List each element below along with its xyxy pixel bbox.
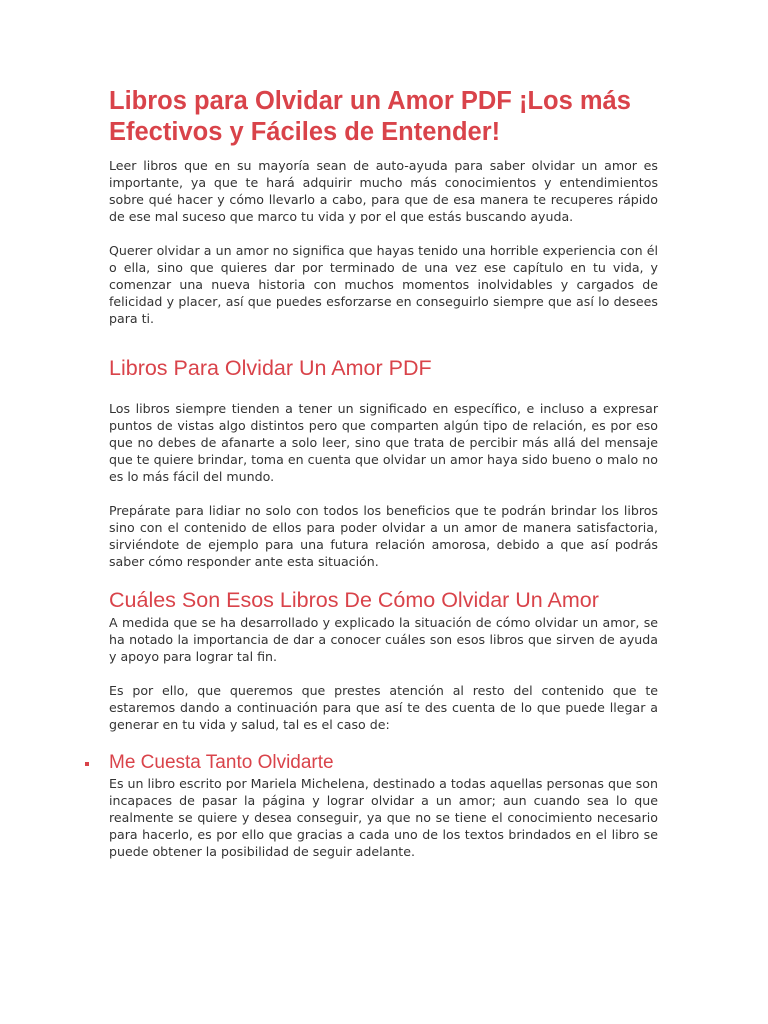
page-title: Libros para Olvidar un Amor PDF ¡Los más Efectivos y Fáciles de Entender!	[109, 87, 631, 146]
list-item-heading-text: Me Cuesta Tanto Olvidarte	[109, 752, 334, 773]
libros-paragraph-1: Los libros siempre tienden a tener un significado en específico, e incluso a expresar puntos de vistas algo distintos pero que comparten algún tipo de relación, es por eso que no debes de afanarte a solo leer, sino que trata de percibir más allá del mensaje que te quiere brindar, toma en cuenta que olvidar un amor haya sido bueno o malo no es lo más fácil del mundo.	[109, 401, 658, 484]
square-bullet-icon	[85, 762, 89, 766]
section-heading-libros: Libros Para Olvidar Un Amor PDF	[109, 356, 432, 380]
section-heading-cuales: Cuáles Son Esos Libros De Cómo Olvidar Un Amor	[109, 588, 599, 612]
cuales-paragraph-1: A medida que se ha desarrollado y explicado la situación de cómo olvidar un amor, se ha notado la importancia de dar a conocer cuáles son esos libros que sirven de ayuda y apoyo para lograr tal fin.	[109, 615, 658, 664]
book-list-item	[109, 751, 658, 860]
libros-paragraph-2: Prepárate para lidiar no solo con todos los beneficios que te podrán brindar los libros sino con el contenido de ellos para poder olvidar a un amor de manera satisfactoria, sirviéndote de ejemplo para una futura relación amorosa, debido a que así podrás saber cómo responder ante esta situación.	[109, 503, 658, 569]
list-item-body: Es un libro escrito por Mariela Michelena, destinado a todas aquellas personas que son incapaces de pasar la página y lograr olvidar a un amor; aun cuando sea lo que realmente se quiere y desea conseguir, ya que no se tiene el conocimiento necesario para hacerlo, es por ello que gracias a cada uno de los textos brindados en el libro se puede obtener la posibilidad de seguir adelante.	[109, 776, 658, 859]
intro-paragraph-2: Querer olvidar a un amor no significa que hayas tenido una horrible experiencia con él o ella, sino que quieres dar por terminado de una vez ese capítulo en tu vida, y comenzar una nueva historia con muchos momentos inolvidables y cargados de felicidad y placer, así que puedes esforzarse en conseguirlo siempre que así lo desees para ti.	[109, 243, 658, 326]
intro-paragraph-1: Leer libros que en su mayoría sean de auto-ayuda para saber olvidar un amor es importante, ya que te hará adquirir mucho más conocimientos y entendimientos sobre qué hacer y cómo llevarlo a cabo, para que de esa manera te recuperes rápido de ese mal suceso que marco tu vida y por el que estás buscando ayuda.	[109, 158, 658, 224]
list-item-heading	[109, 751, 658, 775]
cuales-paragraph-2: Es por ello, que queremos que prestes atención al resto del contenido que te estaremos dando a continuación para que así te des cuenta de lo que puede llegar a generar en tu vida y salud, tal es el caso de:	[109, 683, 658, 732]
document-page	[109, 86, 658, 860]
